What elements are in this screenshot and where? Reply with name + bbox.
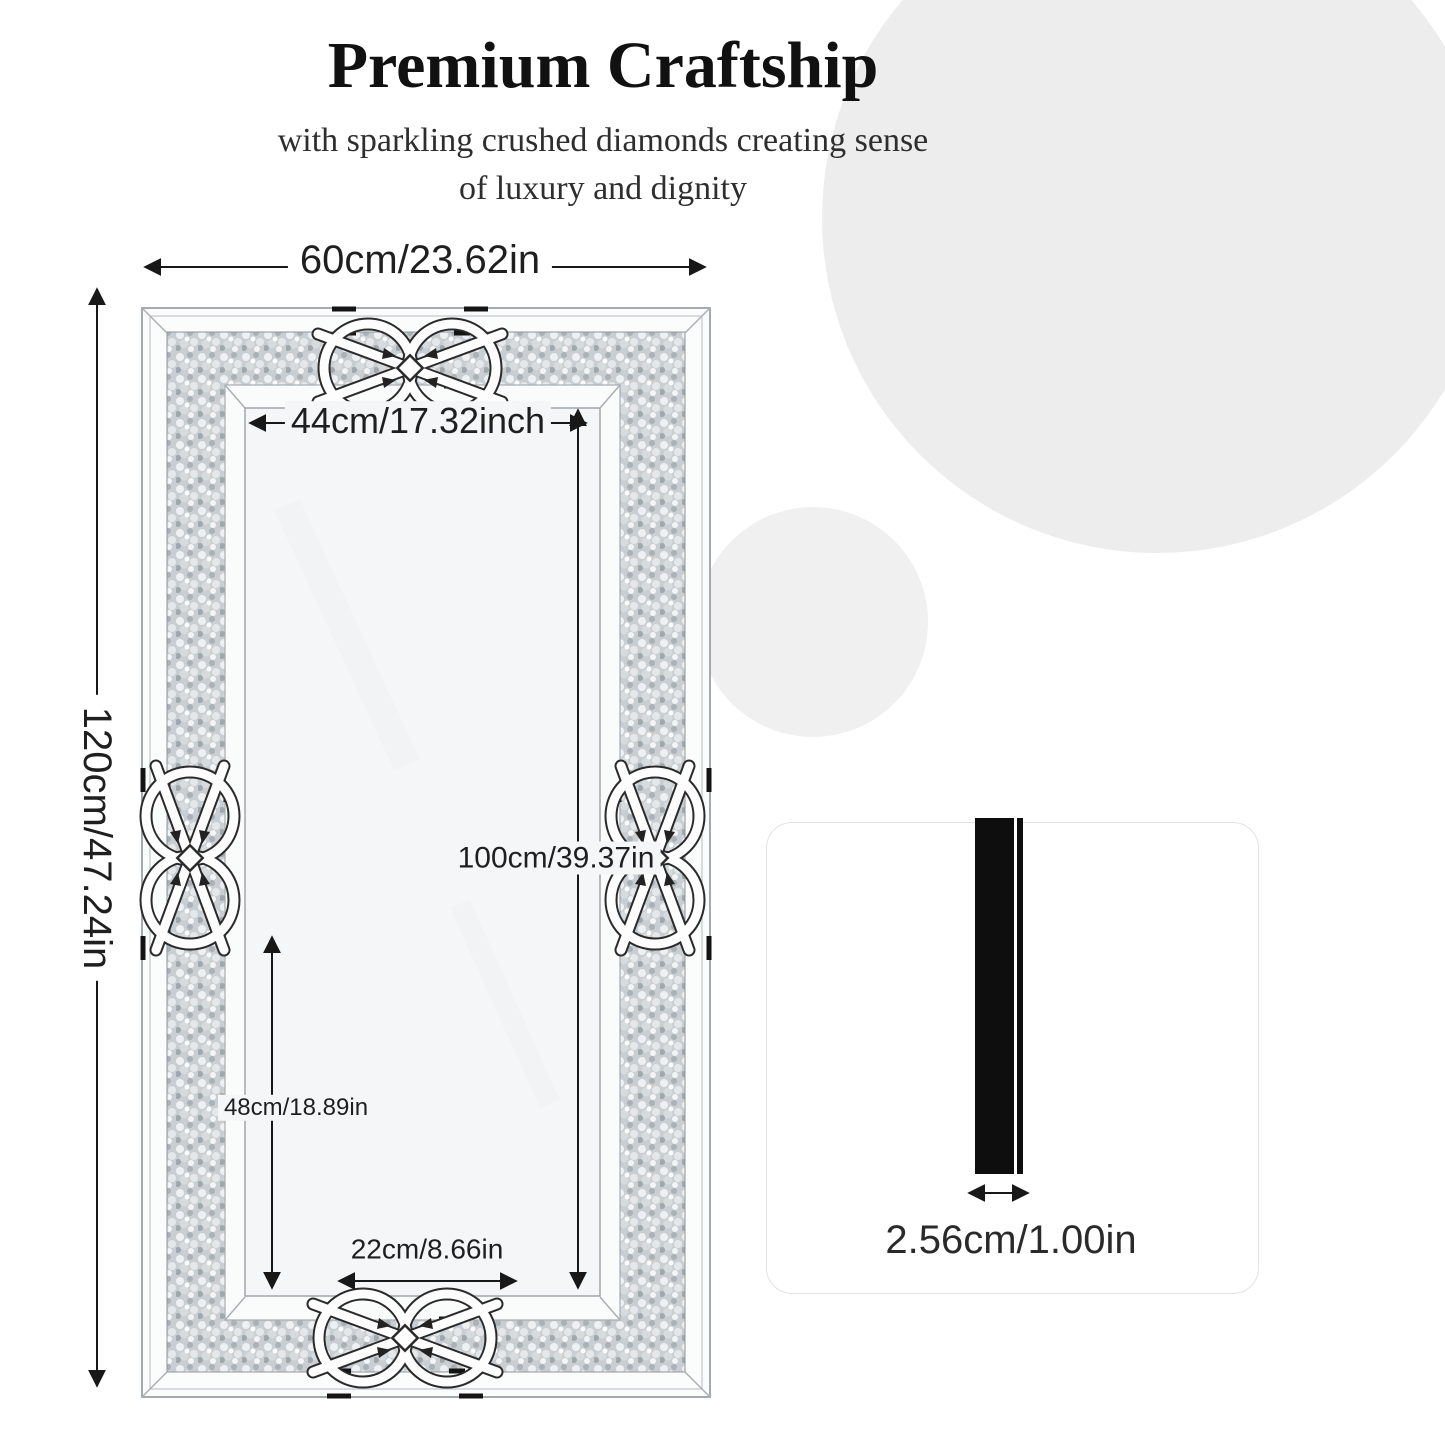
overall-height-label: 120cm/47.24in xyxy=(75,695,119,981)
inner-height-label: 100cm/39.37in xyxy=(452,842,661,875)
subtitle-line-2: of luxury and dignity xyxy=(458,170,748,207)
subtitle-line-1: with sparkling crushed diamonds creating sense xyxy=(277,122,929,159)
thickness-label: 2.56cm/1.00in xyxy=(885,1218,1137,1262)
inner-width-label: 44cm/17.32inch xyxy=(285,401,551,441)
page-title: Premium Craftship xyxy=(327,29,879,102)
lower-section-height-label: 48cm/18.89in xyxy=(218,1095,374,1121)
overall-width-label: 60cm/23.62in xyxy=(288,238,552,282)
bottom-inner-width-label: 22cm/8.66in xyxy=(350,1233,504,1265)
